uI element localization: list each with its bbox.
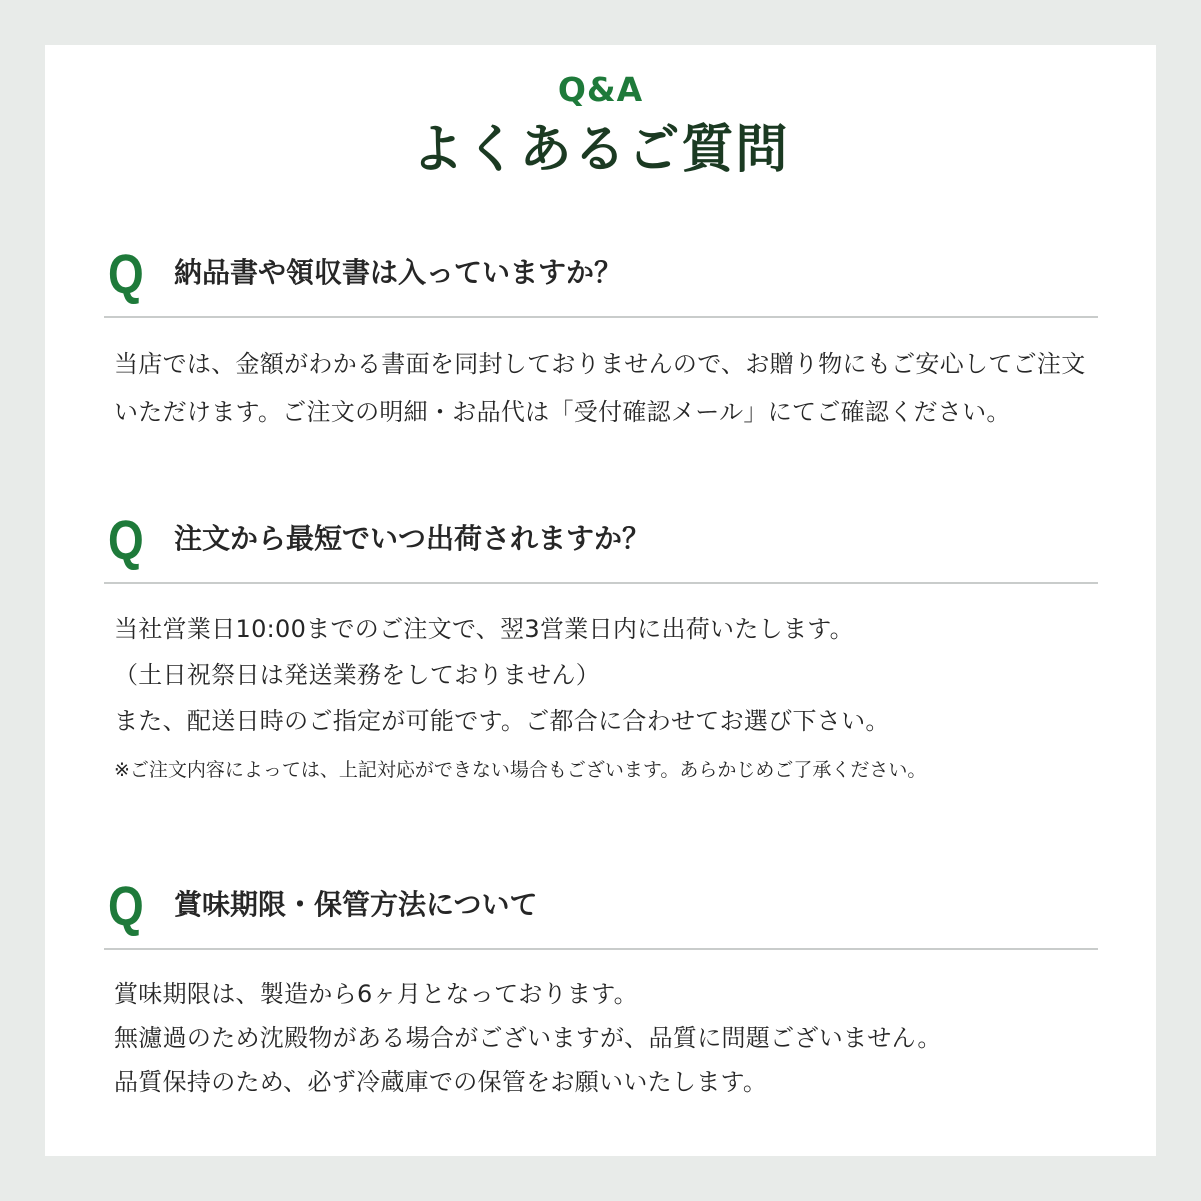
question-text: 賞味期限・保管方法について bbox=[174, 888, 538, 921]
question-row bbox=[104, 876, 1098, 948]
faq-item-receipt bbox=[104, 244, 1098, 436]
answer bbox=[104, 318, 1098, 436]
answer-line: （土日祝祭日は発送業務をしておりません） bbox=[114, 661, 600, 689]
answer-line: いただけます。ご注文の明細・お品代は「受付確認メール」にてご確認ください。 bbox=[114, 398, 1011, 426]
question-mark-icon: Q bbox=[108, 508, 144, 571]
answer bbox=[104, 950, 1098, 1104]
faq-item-shipping bbox=[104, 510, 1098, 790]
answer-line: 当社営業日10:00までのご注文で、翌3営業日内に出荷いたします。 bbox=[114, 615, 854, 643]
question-text: 注文から最短でいつ出荷されますか？ bbox=[174, 522, 651, 555]
answer-note: ※ご注文内容によっては、上記対応ができない場合もございます。あらかじめご了承ください。 bbox=[114, 759, 927, 781]
answer-line: 賞味期限は、製造から6ヶ月となっております。 bbox=[114, 980, 638, 1008]
faq-item-storage bbox=[104, 876, 1098, 1104]
question-row bbox=[104, 244, 1098, 316]
question-mark-icon: Q bbox=[108, 874, 144, 937]
answer bbox=[104, 584, 1098, 790]
section-eyebrow: Q&A bbox=[557, 70, 644, 109]
question-row bbox=[104, 510, 1098, 582]
answer-line: また、配送日時のご指定が可能です。ご都合に合わせてお選び下さい。 bbox=[114, 707, 890, 735]
question-mark-icon: Q bbox=[108, 242, 144, 305]
answer-line: 品質保持のため、必ず冷蔵庫での保管をお願いいたします。 bbox=[114, 1068, 768, 1096]
answer-line: 当店では、金額がわかる書面を同封しておりませんので、お贈り物にもご安心してご注文 bbox=[114, 350, 1086, 378]
answer-line: 無濾過のため沈殿物がある場合がございますが、品質に問題ございません。 bbox=[114, 1024, 942, 1052]
page-title: よくあるご質問 bbox=[411, 120, 790, 180]
question-text: 納品書や領収書は入っていますか？ bbox=[174, 256, 623, 289]
